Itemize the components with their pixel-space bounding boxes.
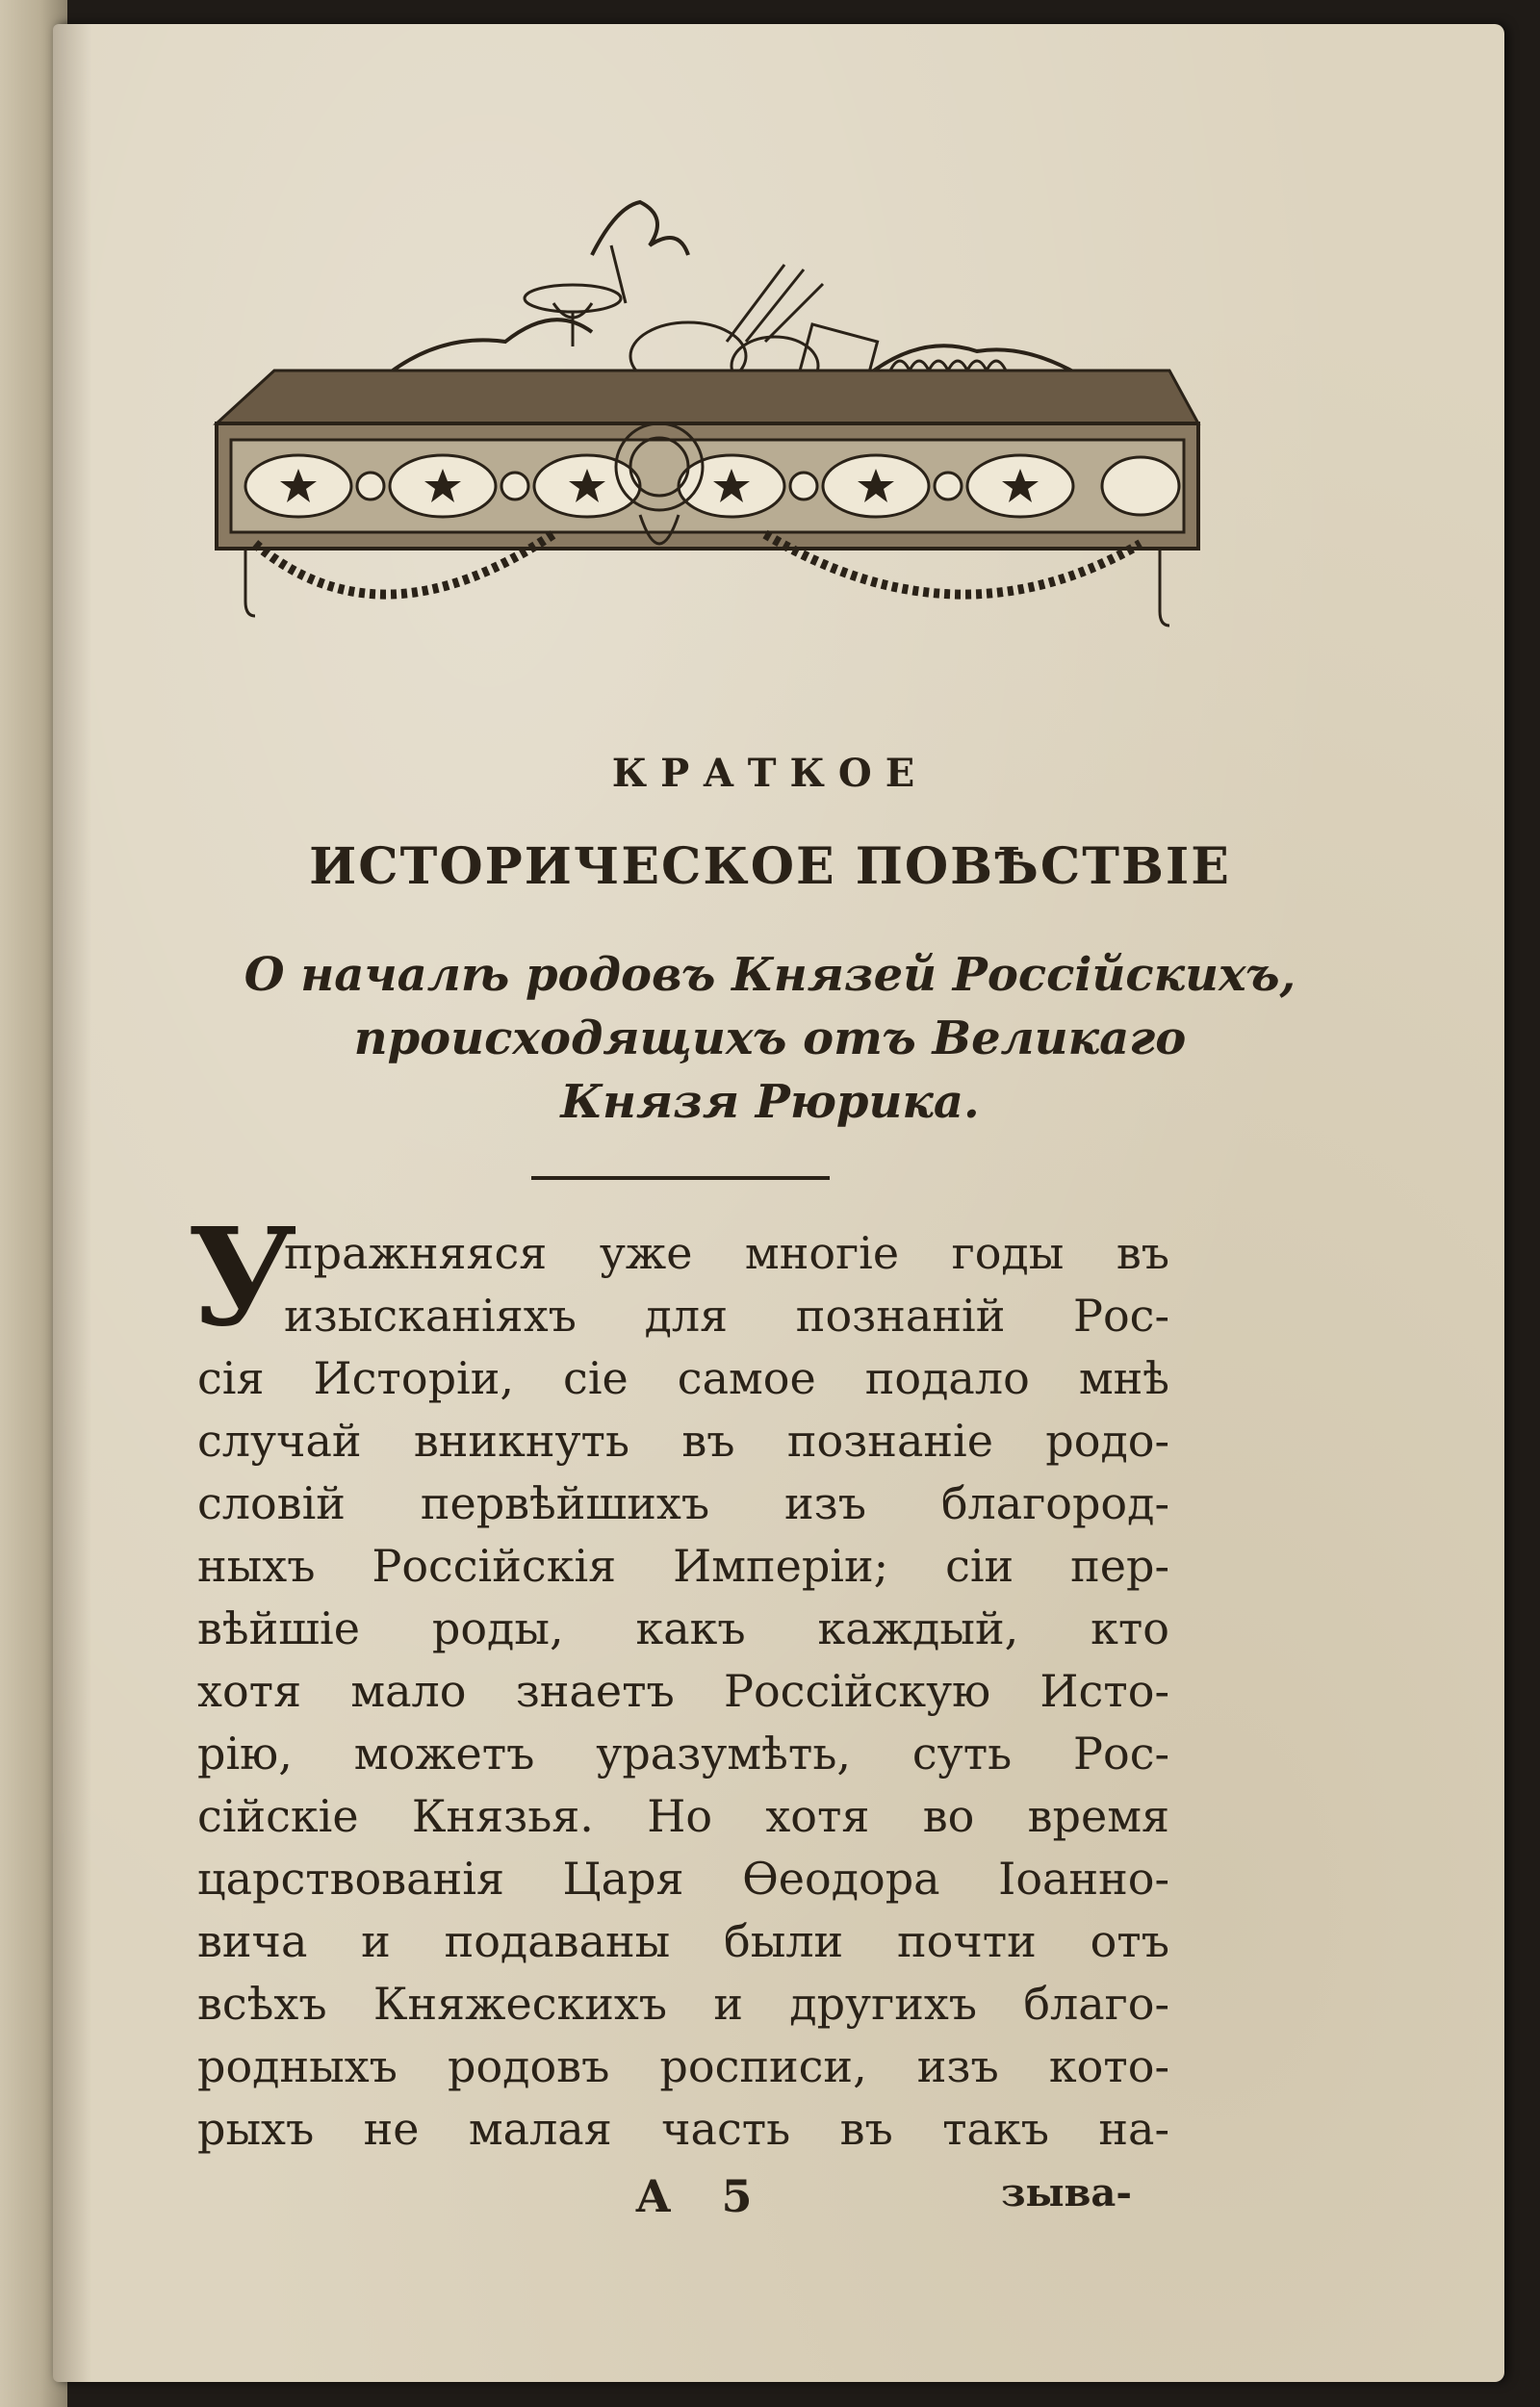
drop-cap: У [188, 1199, 297, 1357]
text-line: изысканіяхъ для познаній Рос- [284, 1290, 1169, 1342]
text-line: рію, можетъ уразумѣть, суть Рос- [197, 1728, 1169, 1780]
subtitle [0, 943, 1540, 1134]
title-line-1: КРАТКОЕ [611, 751, 929, 796]
subtitle-line: Князя Рюрика. [560, 1075, 980, 1129]
subtitle-line: происходящихъ отъ Великаго [353, 1011, 1187, 1065]
text-line: случай вникнуть въ познаніе родо- [197, 1415, 1169, 1467]
text-line: царствованія Царя Ѳеодора Іоанно- [197, 1853, 1169, 1905]
text-line: ныхъ Россійскія Имперіи; сіи пер- [197, 1540, 1169, 1592]
text-line: хотя мало знаетъ Россійскую Исто- [197, 1665, 1169, 1717]
title-line-2: ИСТОРИЧЕСКОЕ ПОВѢСТВІЕ [309, 837, 1231, 896]
headpiece-vignette [188, 188, 1218, 640]
subtitle-line: О началѣ родовъ Князей Россійскихъ, [244, 948, 1296, 1002]
catchword: зыва- [1001, 2170, 1132, 2215]
body-paragraph [188, 1199, 1169, 2161]
divider-rule [531, 1176, 830, 1180]
text-line: вича и подаваны были почти отъ [197, 1915, 1169, 1967]
text-line: сійскіе Князья. Но хотя во время [197, 1790, 1169, 1842]
text-line: всѣхъ Княжескихъ и другихъ благо- [197, 1978, 1169, 2030]
text-line: сія Исторіи, сіе самое подало мнѣ [197, 1352, 1169, 1404]
text-line: родныхъ родовъ росписи, изъ кото- [197, 2040, 1169, 2092]
text-line: словій первѣйшихъ изъ благород- [197, 1477, 1169, 1529]
text-line: вѣйшіе роды, какъ каждый, кто [197, 1602, 1169, 1654]
text-line: пражняяся уже многіе годы въ [284, 1227, 1169, 1279]
text-line: рыхъ не малая часть въ такъ на- [197, 2103, 1169, 2155]
signature-mark: А 5 [635, 2170, 770, 2222]
